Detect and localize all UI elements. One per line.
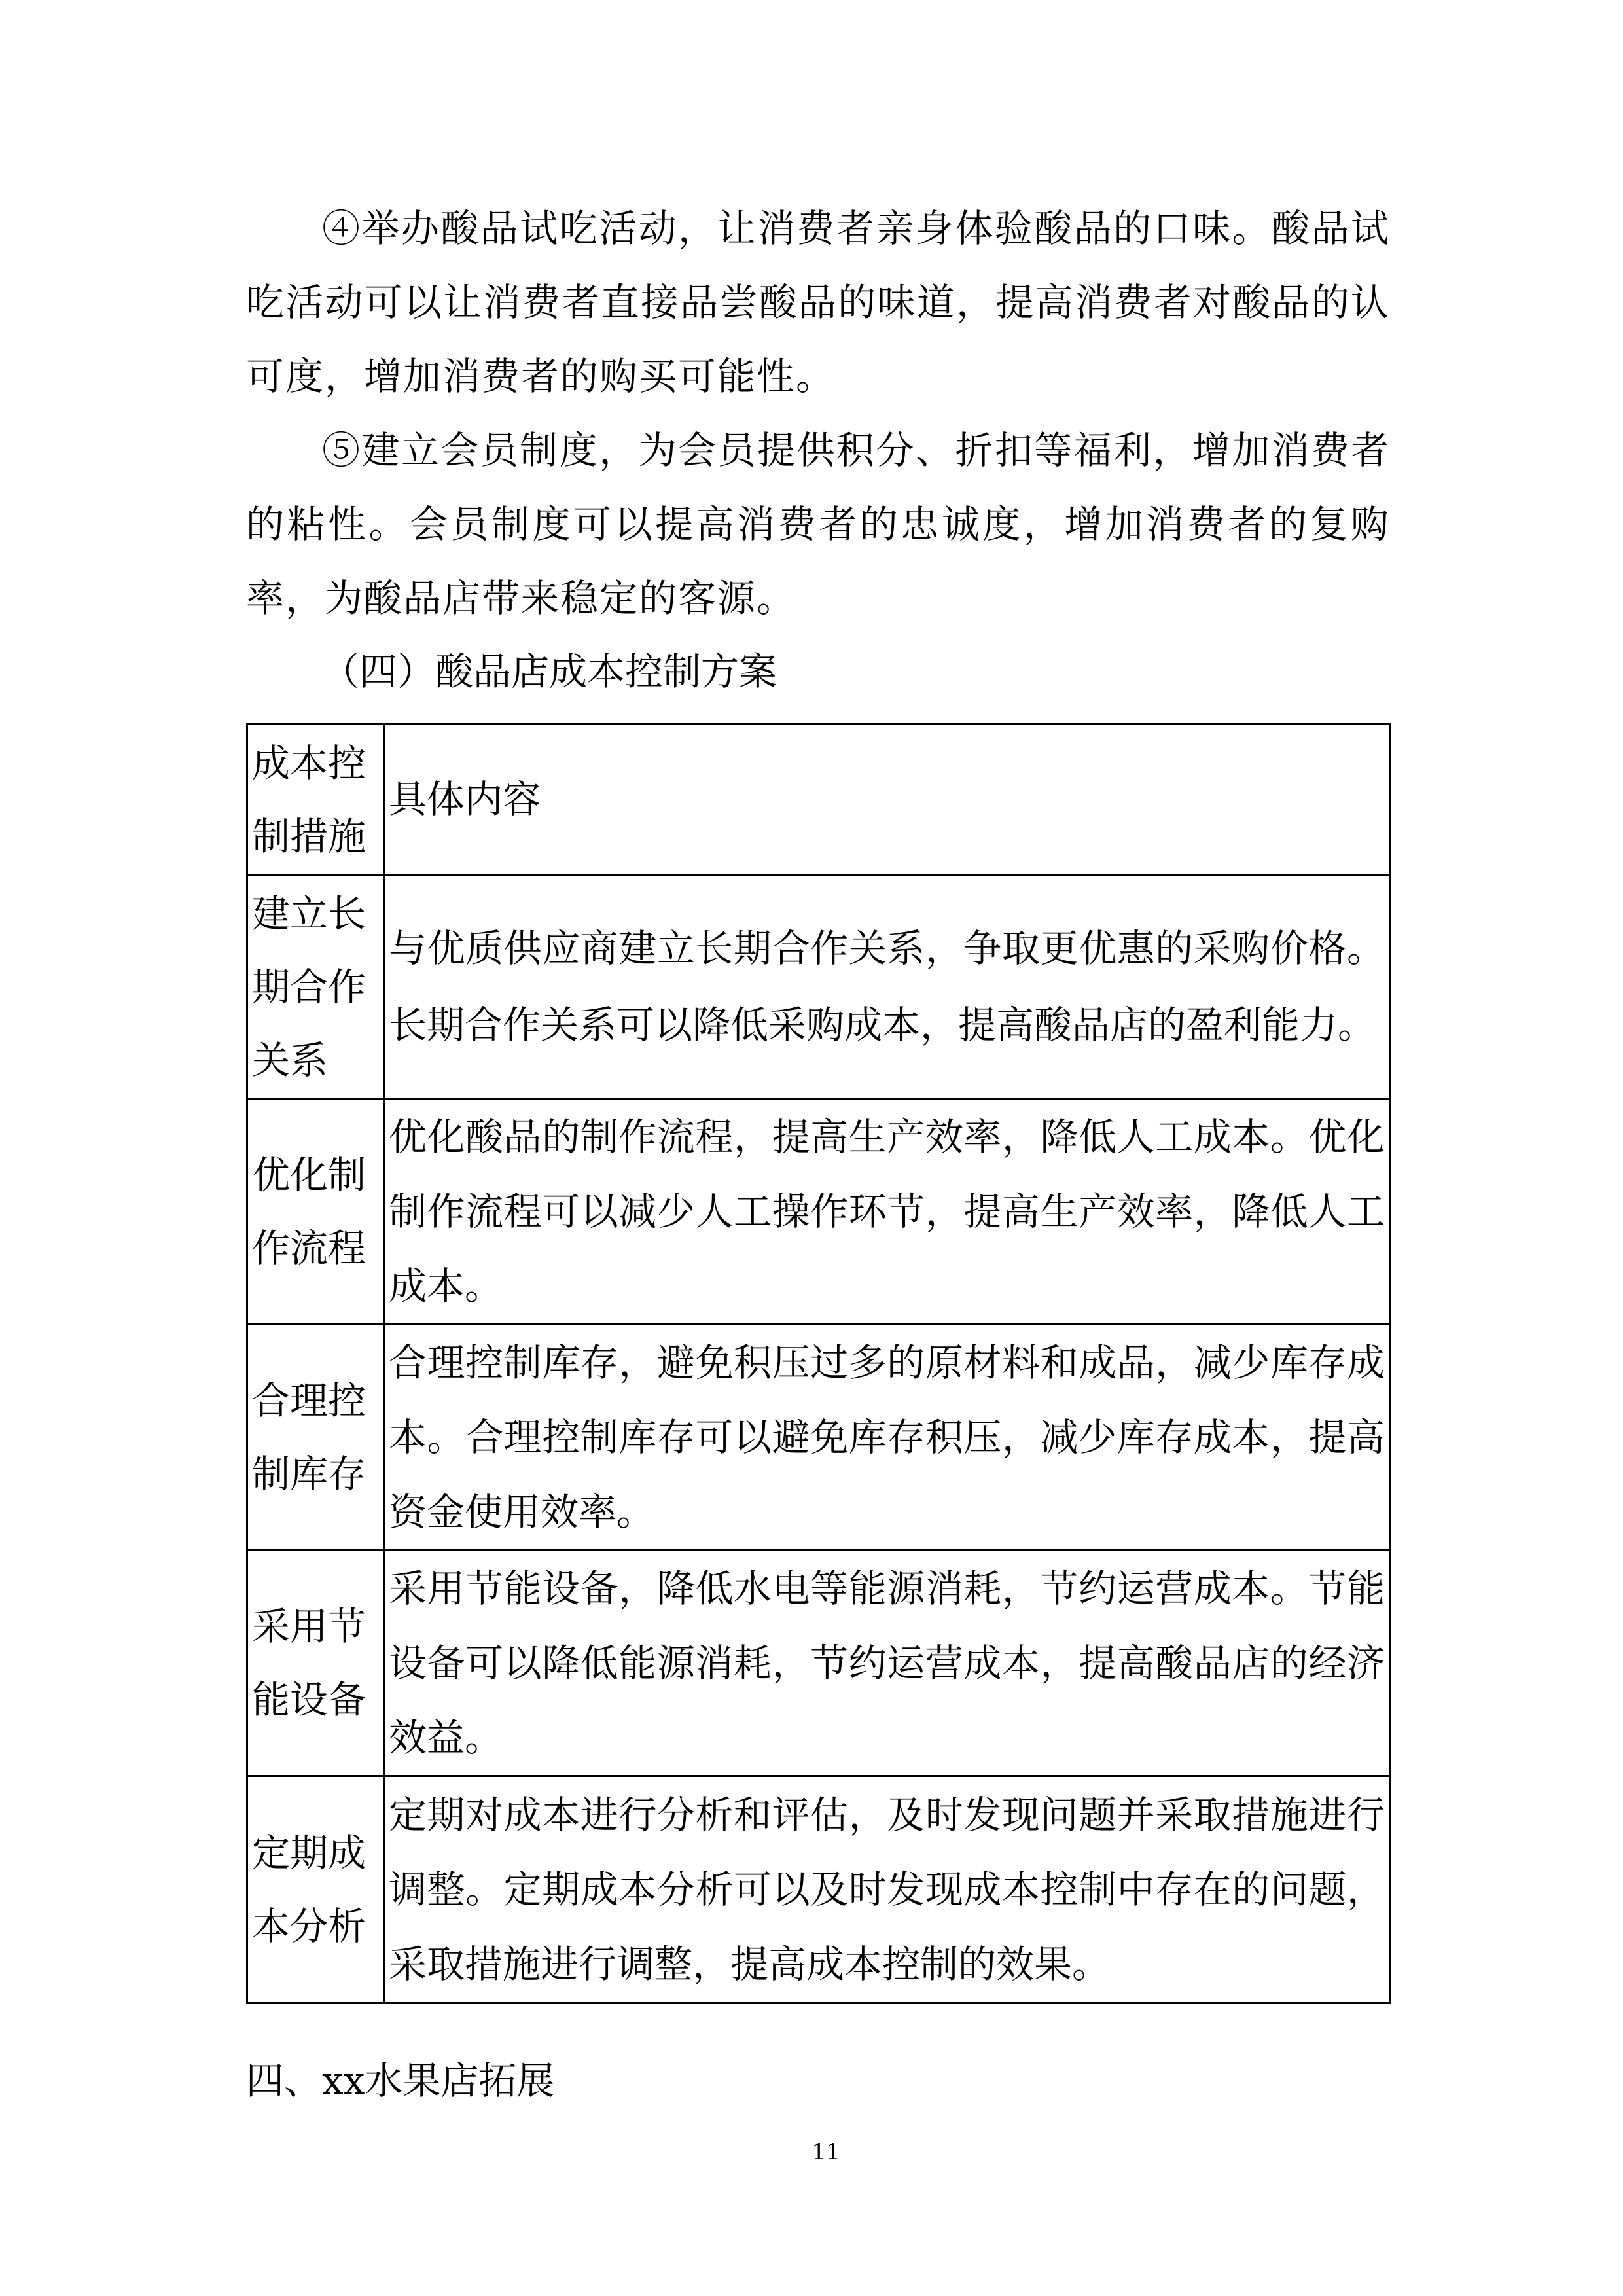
content-cell: 定期对成本进行分析和评估，及时发现问题并采取措施进行调整。定期成本分析可以及时发现成本控制中存在的问题，采取措施进行调整，提高成本控制的效果。: [384, 1776, 1390, 2003]
measure-cell: 优化制作流程: [247, 1099, 384, 1325]
table-row: [247, 1551, 1390, 1776]
table-row: [247, 1776, 1390, 2003]
page-number: 11: [812, 2139, 840, 2165]
chapter-heading: 四、xx水果店拓展: [246, 2058, 555, 2103]
table-row: [247, 875, 1390, 1099]
table-row: [247, 1099, 1390, 1325]
content-cell: 合理控制库存，避免积压过多的原材料和成品，减少库存成本。合理控制库存可以避免库存积压，减少库存成本，提高资金使用效率。: [384, 1325, 1390, 1551]
measure-cell: 采用节能设备: [247, 1551, 384, 1776]
section-heading: （四）酸品店成本控制方案: [321, 649, 777, 694]
cost-control-table: [246, 723, 1391, 2004]
content-cell: 优化酸品的制作流程，提高生产效率，降低人工成本。优化制作流程可以减少人工操作环节，提高生产效率，降低人工成本。: [384, 1099, 1390, 1325]
header-measure: 成本控制措施: [247, 725, 384, 875]
measure-cell: 定期成本分析: [247, 1776, 384, 2003]
content-cell: 与优质供应商建立长期合作关系，争取更优惠的采购价格。长期合作关系可以降低采购成本，提高酸品店的盈利能力。: [384, 875, 1390, 1099]
measure-cell: 建立长期合作关系: [247, 875, 384, 1099]
paragraph-membership: ⑤建立会员制度，为会员提供积分、折扣等福利，增加消费者的粘性。会员制度可以提高消费者的忠诚度，增加消费者的复购率，为酸品店带来稳定的客源。: [246, 428, 1390, 620]
content-cell: 采用节能设备，降低水电等能源消耗，节约运营成本。节能设备可以降低能源消耗，节约运营成本，提高酸品店的经济效益。: [384, 1551, 1390, 1776]
table-row: [247, 1325, 1390, 1551]
table-header-row: [247, 725, 1390, 875]
body-text: [246, 192, 1390, 636]
paragraph-tasting-event: ④举办酸品试吃活动，让消费者亲身体验酸品的口味。酸品试吃活动可以让消费者直接品尝酸品的味道，提高消费者对酸品的认可度，增加消费者的购买可能性。: [246, 206, 1390, 399]
header-content: 具体内容: [384, 725, 1390, 875]
measure-cell: 合理控制库存: [247, 1325, 384, 1551]
